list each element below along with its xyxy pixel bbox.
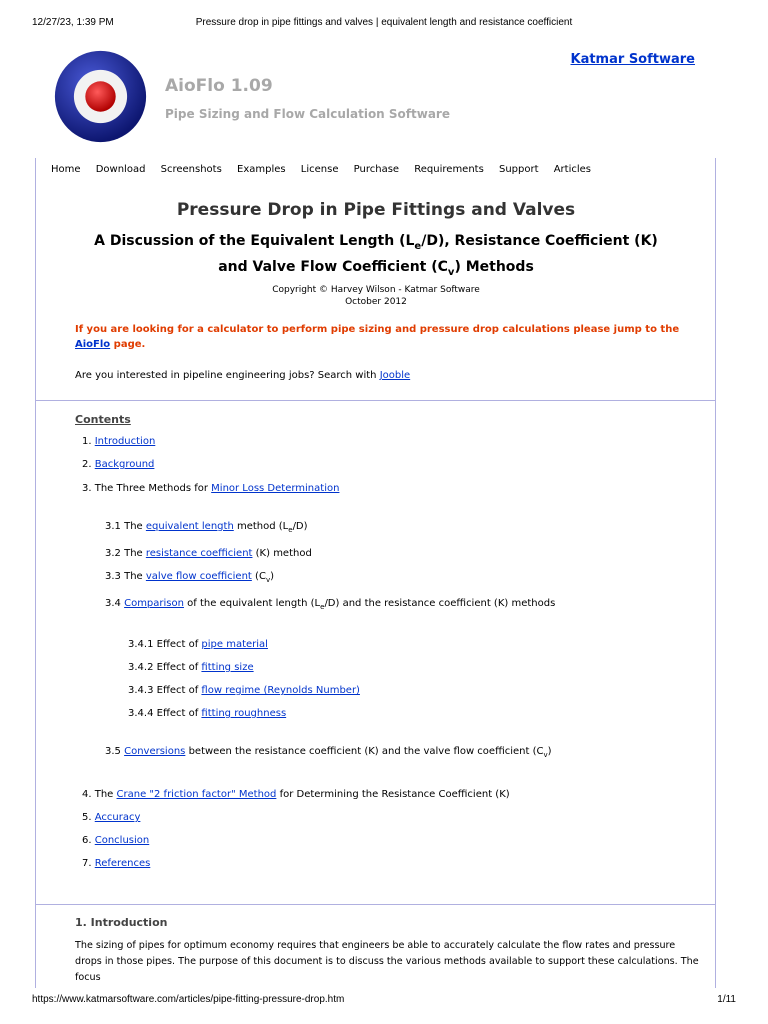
toc-sub: v: [265, 576, 271, 584]
toc-link-equivalent-length[interactable]: equivalent length: [145, 521, 234, 532]
toc-link-accuracy[interactable]: Accuracy: [94, 812, 141, 823]
toc-text: 3.4.2 Effect of: [128, 662, 199, 673]
toc-text: 3.4.1 Effect of: [128, 639, 199, 650]
brand-subtitle: Pipe Sizing and Flow Calculation Software: [165, 107, 450, 121]
page-heading: Pressure Drop in Pipe Fittings and Valves: [176, 200, 576, 220]
nav-license[interactable]: License: [300, 164, 339, 175]
toc-item-references: [82, 858, 150, 869]
toc-item-3-2: [105, 548, 312, 559]
copyright: [36, 284, 716, 308]
katmar-software-link[interactable]: Katmar Software: [570, 52, 695, 67]
toc-text: ): [270, 571, 274, 582]
toc-text: between the resistance coefficient (K) and the valve flow coefficient (C: [188, 746, 544, 757]
toc-link-background[interactable]: Background: [94, 459, 155, 470]
toc-sub: e: [320, 603, 325, 611]
nav-screenshots[interactable]: Screenshots: [160, 164, 222, 175]
nav-support[interactable]: Support: [499, 164, 539, 175]
toc-number: 7.: [82, 858, 92, 869]
toc-item-3-4-1: [128, 639, 268, 650]
toc-text: 3.3 The: [105, 571, 143, 582]
note-tail: page.: [113, 339, 146, 350]
copyright-line: Copyright © Harvey Wilson - Katmar Software: [272, 285, 480, 295]
toc-link-comparison[interactable]: Comparison: [124, 598, 184, 609]
copyright-date: October 2012: [345, 297, 407, 307]
print-url: https://www.katmarsoftware.com/articles/pipe-fitting-pressure-drop.htm: [32, 994, 345, 1005]
toc-item-introduction: [82, 436, 155, 447]
toc-text: /D): [292, 521, 308, 532]
nav-home[interactable]: Home: [51, 164, 81, 175]
subheading-sub: e: [414, 240, 422, 252]
toc-item-3-5: [105, 746, 552, 759]
contents-heading: Contents: [75, 413, 131, 426]
divider: [36, 400, 716, 401]
toc-sub: e: [288, 526, 293, 534]
nav-articles[interactable]: Articles: [553, 164, 592, 175]
aioflo-logo-icon: [53, 49, 148, 144]
toc-link-resistance-coefficient[interactable]: resistance coefficient: [145, 548, 253, 559]
jooble-link[interactable]: Jooble: [379, 370, 411, 381]
jooble-line: [75, 370, 410, 381]
brand-title: AioFlo 1.09: [165, 76, 273, 96]
toc-text: (C: [255, 571, 266, 582]
print-page-title: Pressure drop in pipe fittings and valves | equivalent length and resistance coefficient: [195, 17, 573, 28]
toc-item-3-4: [105, 598, 555, 611]
nav-requirements[interactable]: Requirements: [414, 164, 484, 175]
toc-item-conclusion: [82, 835, 149, 846]
toc-link-fitting-roughness[interactable]: fitting roughness: [201, 708, 287, 719]
toc-text: for Determining the Resistance Coefficient (K): [279, 789, 510, 800]
toc-number: 6.: [82, 835, 92, 846]
toc-text: 3.4: [105, 598, 121, 609]
page-subheading: [86, 231, 666, 283]
print-datetime: 12/27/23, 1:39 PM: [32, 17, 114, 28]
introduction-heading: 1. Introduction: [75, 916, 168, 929]
aioflo-link[interactable]: AioFlo: [75, 339, 111, 350]
introduction-paragraph: The sizing of pipes for optimum economy requires that engineers be able to accurately calculate the flow rates and pressure drops in those pipes. The purpose of this document is to discuss the various methods available to support these calculations. The focus: [75, 940, 699, 983]
subheading-text: /D), Resistance Coefficient (K) and Valve Flow Coefficient (C: [218, 233, 658, 275]
toc-link-fitting-size[interactable]: fitting size: [201, 662, 254, 673]
toc-link-conversions[interactable]: Conversions: [124, 746, 186, 757]
toc-item-3-4-3: [128, 685, 360, 696]
toc-text: 3. The Three Methods for: [82, 483, 208, 494]
subheading-text: ) Methods: [454, 258, 534, 275]
main-nav: [51, 164, 603, 175]
note-text: If you are looking for a calculator to perform pipe sizing and pressure drop calculations please jump to the: [75, 324, 680, 335]
toc-item-three-methods: [82, 483, 339, 494]
toc-link-minor-loss[interactable]: Minor Loss Determination: [211, 483, 340, 494]
toc-link-valve-flow-coefficient[interactable]: valve flow coefficient: [145, 571, 252, 582]
toc-link-conclusion[interactable]: Conclusion: [94, 835, 150, 846]
toc-item-crane: [82, 789, 510, 800]
toc-item-3-1: [105, 521, 308, 534]
nav-download[interactable]: Download: [95, 164, 146, 175]
nav-purchase[interactable]: Purchase: [353, 164, 400, 175]
toc-link-flow-regime[interactable]: flow regime (Reynolds Number): [201, 685, 360, 696]
toc-number: 2.: [82, 459, 92, 470]
divider: [36, 904, 716, 905]
toc-link-crane-method[interactable]: Crane "2 friction factor" Method: [116, 789, 277, 800]
toc-item-3-3: [105, 571, 274, 584]
toc-text: 3.4.4 Effect of: [128, 708, 199, 719]
toc-text: of the equivalent length (L: [187, 598, 321, 609]
frame-right-border: [715, 158, 716, 988]
calculator-note: [75, 322, 700, 352]
subheading-sub: v: [447, 266, 455, 278]
toc-text: 3.1 The: [105, 521, 143, 532]
toc-text: method (L: [236, 521, 289, 532]
toc-link-introduction[interactable]: Introduction: [94, 436, 156, 447]
subheading-text: A Discussion of the Equivalent Length (L: [94, 233, 415, 249]
toc-sub: v: [543, 751, 548, 759]
toc-text: 3.2 The: [105, 548, 143, 559]
toc-text: (K) method: [255, 548, 312, 559]
toc-item-background: [82, 459, 154, 470]
toc-item-3-4-4: [128, 708, 286, 719]
toc-text: ): [547, 746, 552, 757]
toc-text: /D) and the resistance coefficient (K) methods: [324, 598, 556, 609]
nav-examples[interactable]: Examples: [237, 164, 286, 175]
toc-link-pipe-material[interactable]: pipe material: [201, 639, 268, 650]
toc-number: 1.: [82, 436, 92, 447]
print-page-number: 1/11: [717, 994, 736, 1005]
toc-item-accuracy: [82, 812, 140, 823]
toc-link-references[interactable]: References: [94, 858, 151, 869]
frame-left-border: [35, 158, 36, 988]
toc-text: 3.4.3 Effect of: [128, 685, 199, 696]
toc-text: 4. The: [82, 789, 114, 800]
toc-text: 3.5: [105, 746, 121, 757]
toc-item-3-4-2: [128, 662, 254, 673]
toc-number: 5.: [82, 812, 92, 823]
jooble-text: Are you interested in pipeline engineering jobs? Search with: [75, 370, 377, 381]
